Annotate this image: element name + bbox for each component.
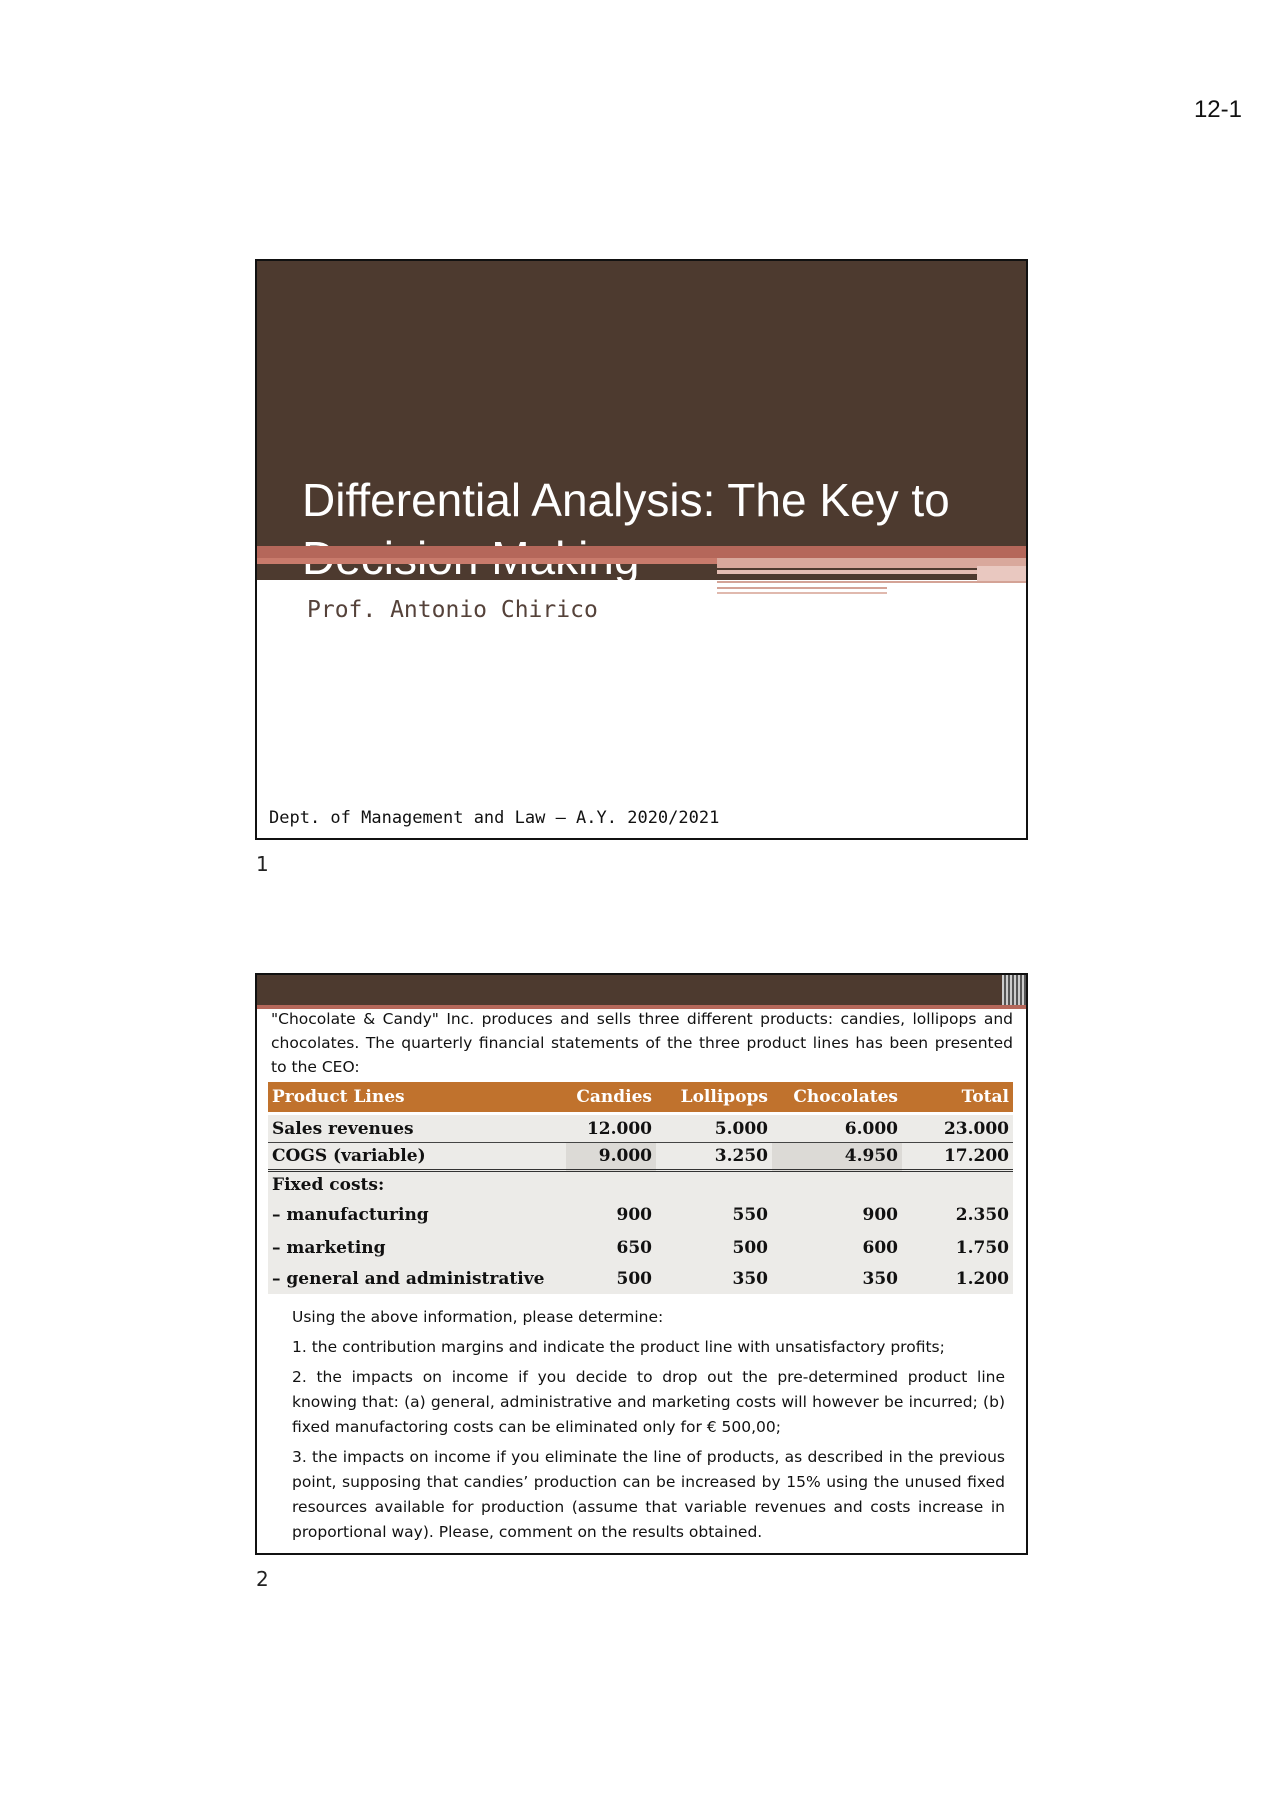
question-item: 1. the contribution margins and indicate the product line with unsatisfactory profits; xyxy=(292,1338,945,1356)
table-cell xyxy=(656,1171,772,1199)
table-cell: 1.200 xyxy=(902,1264,1013,1294)
decorative-stripe xyxy=(1002,975,1028,1005)
table-cell xyxy=(566,1171,656,1199)
slide-number: 2 xyxy=(256,1567,269,1591)
table-cell: 23.000 xyxy=(902,1114,1013,1143)
table-row xyxy=(268,1198,1013,1231)
page-number: 12-1 xyxy=(1193,96,1242,123)
table-cell: 3.250 xyxy=(656,1143,772,1171)
table-cell: 4.950 xyxy=(772,1143,902,1171)
table-row xyxy=(268,1264,1013,1294)
table-row xyxy=(268,1114,1013,1143)
slide-number: 1 xyxy=(256,852,269,876)
table-cell: 650 xyxy=(566,1231,656,1264)
exercise-questions xyxy=(292,1305,1005,1550)
row-label: – marketing xyxy=(268,1231,566,1264)
row-label: – general and administrative xyxy=(268,1264,566,1294)
slide-header-band xyxy=(257,975,1026,1005)
table-cell: 550 xyxy=(656,1198,772,1231)
table-header-row xyxy=(268,1082,1013,1114)
exercise-intro: "Chocolate & Candy" Inc. produces and sells three different products: candies, lollipops and chocolates. The quarterly financial statements of the three product lines has been presented to the CEO: xyxy=(271,1010,1013,1076)
financial-table xyxy=(268,1082,1013,1294)
table-cell: 900 xyxy=(772,1198,902,1231)
table-row xyxy=(268,1143,1013,1171)
column-header: Product Lines xyxy=(268,1082,566,1114)
table-row xyxy=(268,1231,1013,1264)
row-label: Fixed costs: xyxy=(268,1171,566,1199)
slide-footer: Dept. of Management and Law – A.Y. 2020/2021 xyxy=(269,808,720,828)
table-cell: 500 xyxy=(566,1264,656,1294)
table-cell: 350 xyxy=(656,1264,772,1294)
table-cell: 12.000 xyxy=(566,1114,656,1143)
table-row xyxy=(268,1171,1013,1199)
table-cell xyxy=(772,1171,902,1199)
table-cell: 2.350 xyxy=(902,1198,1013,1231)
table-cell: 9.000 xyxy=(566,1143,656,1171)
slide-subtitle: Prof. Antonio Chirico xyxy=(307,597,598,623)
decorative-stripe xyxy=(257,558,717,564)
decorative-stripe xyxy=(717,592,887,594)
column-header: Candies xyxy=(566,1082,656,1114)
row-label: Sales revenues xyxy=(268,1114,566,1143)
decorative-stripe xyxy=(977,566,1028,582)
table-cell: 6.000 xyxy=(772,1114,902,1143)
table-cell: 900 xyxy=(566,1198,656,1231)
column-header: Total xyxy=(902,1082,1013,1114)
table-cell: 500 xyxy=(656,1231,772,1264)
questions-lead: Using the above information, please determine: xyxy=(292,1308,664,1326)
table-cell: 600 xyxy=(772,1231,902,1264)
exercise-slide xyxy=(255,973,1028,1555)
question-item: 3. the impacts on income if you eliminate the line of products, as described in the previous point, supposing that candies’ production can be increased by 15% using the unused fixed resources available for production (assume that variable revenues and costs increase in proportional way). Please, comment on the results obtained. xyxy=(292,1448,1005,1541)
table-cell xyxy=(902,1171,1013,1199)
decorative-stripe xyxy=(717,570,987,574)
column-header: Chocolates xyxy=(772,1082,902,1114)
table-cell: 1.750 xyxy=(902,1231,1013,1264)
column-header: Lollipops xyxy=(656,1082,772,1114)
decorative-stripe xyxy=(257,546,1028,558)
row-label: – manufacturing xyxy=(268,1198,566,1231)
decorative-stripe xyxy=(717,587,887,589)
table-cell: 5.000 xyxy=(656,1114,772,1143)
question-item: 2. the impacts on income if you decide to drop out the pre-determined product line knowing that: (a) general, administrative and marketing costs will however be incurred; (b) fixed manufactoring costs can be eliminated only for € 500,00; xyxy=(292,1368,1005,1436)
row-label: COGS (variable) xyxy=(268,1143,566,1171)
slide-title: Differential Analysis: The Key to xyxy=(302,474,950,526)
table-cell: 350 xyxy=(772,1264,902,1294)
title-slide xyxy=(255,259,1028,840)
decorative-stripe xyxy=(717,581,1028,583)
table-cell: 17.200 xyxy=(902,1143,1013,1171)
